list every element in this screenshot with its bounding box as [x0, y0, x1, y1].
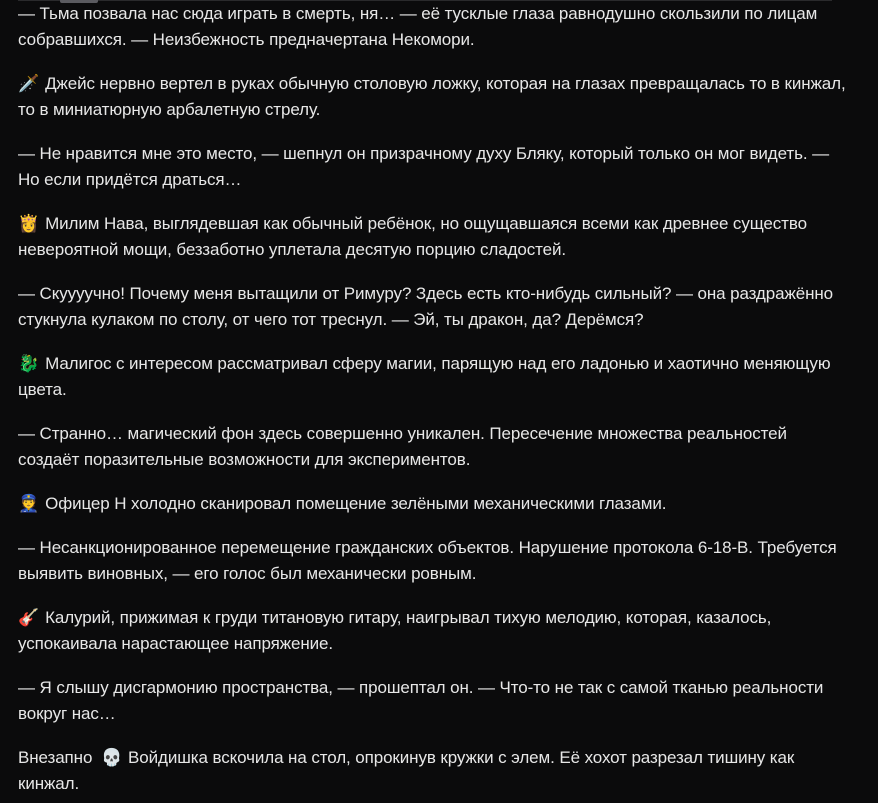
paragraph-kaluriy-speech [18, 675, 848, 727]
paragraph-text-lead: Внезапно [18, 748, 93, 767]
paragraph-milim [18, 211, 848, 263]
paragraph-jayce-speech [18, 141, 848, 193]
dagger-icon: 🗡️ [18, 74, 40, 94]
paragraph-text: — Я слышу дисгармонию пространства, — прошептал он. — Что-то не так с самой тканью реальности вокруг нас… [18, 678, 824, 723]
paragraph-officer [18, 491, 848, 517]
paragraph-milim-speech [18, 281, 848, 333]
paragraph-text: Малигос с интересом рассматривал сферу магии, парящую над его ладонью и хаотично меняющую цвета. [18, 354, 831, 399]
paragraph-text: Милим Нава, выглядевшая как обычный ребёнок, но ощущавшаяся всеми как древнее существо невероятной мощи, беззаботно уплетала десятую порцию сладостей. [18, 214, 807, 259]
paragraph-text: Джейс нервно вертел в руках обычную столовую ложку, которая на глазах превращалась то в кинжал, то в миниатюрную арбалетную стрелу. [18, 74, 846, 119]
paragraph-malygos-speech [18, 421, 848, 473]
paragraph-text: — Скуууучно! Почему меня вытащили от Римуру? Здесь есть кто-нибудь сильный? — она раздражённо стукнула кулаком по столу, от чего тот треснул. — Эй, ты дракон, да? Дерёмся? [18, 284, 834, 329]
paragraph-voidishka [18, 745, 848, 797]
guitar-icon: 🎸 [18, 608, 40, 628]
paragraph-text: — Странно… магический фон здесь совершенно уникален. Пересечение множества реальностей создаёт поразительные возможности для экспериментов. [18, 424, 787, 469]
paragraph-text: — Не нравится мне это место, — шепнул он призрачному духу Бляку, который только он мог видеть. — Но если придётся драться… [18, 144, 829, 189]
police-officer-icon: 👮 [18, 494, 40, 514]
paragraph-text: — Несанкционированное перемещение гражданских объектов. Нарушение протокола 6-18-В. Требуется выявить виновных, — его голос был механически ровным. [18, 538, 837, 583]
paragraph-nekomori [18, 1, 848, 53]
paragraph-malygos [18, 351, 848, 403]
paragraph-officer-speech [18, 535, 848, 587]
dragon-icon: 🐉 [18, 354, 40, 374]
paragraph-jayce [18, 71, 848, 123]
paragraph-text: Войдишка вскочила на стол, опрокинув кружки с элем. Её хохот разрезал тишину как кинжал. [18, 748, 795, 793]
paragraph-text: — Тьма позвала нас сюда играть в смерть, ня… — её тусклые глаза равнодушно скользили по лицам собравшихся. — Неизбежность предначертана Некомори. [18, 4, 818, 49]
princess-icon: 👸 [18, 214, 40, 234]
paragraph-text: Офицер Н холодно сканировал помещение зелёными механическими глазами. [45, 494, 667, 513]
paragraph-text: Калурий, прижимая к груди титановую гитару, наигрывал тихую мелодию, которая, казалось, успокаивала нарастающее напряжение. [18, 608, 772, 653]
message-content [18, 1, 848, 803]
paragraph-kaluriy [18, 605, 848, 657]
skull-icon: 💀 [100, 748, 123, 768]
